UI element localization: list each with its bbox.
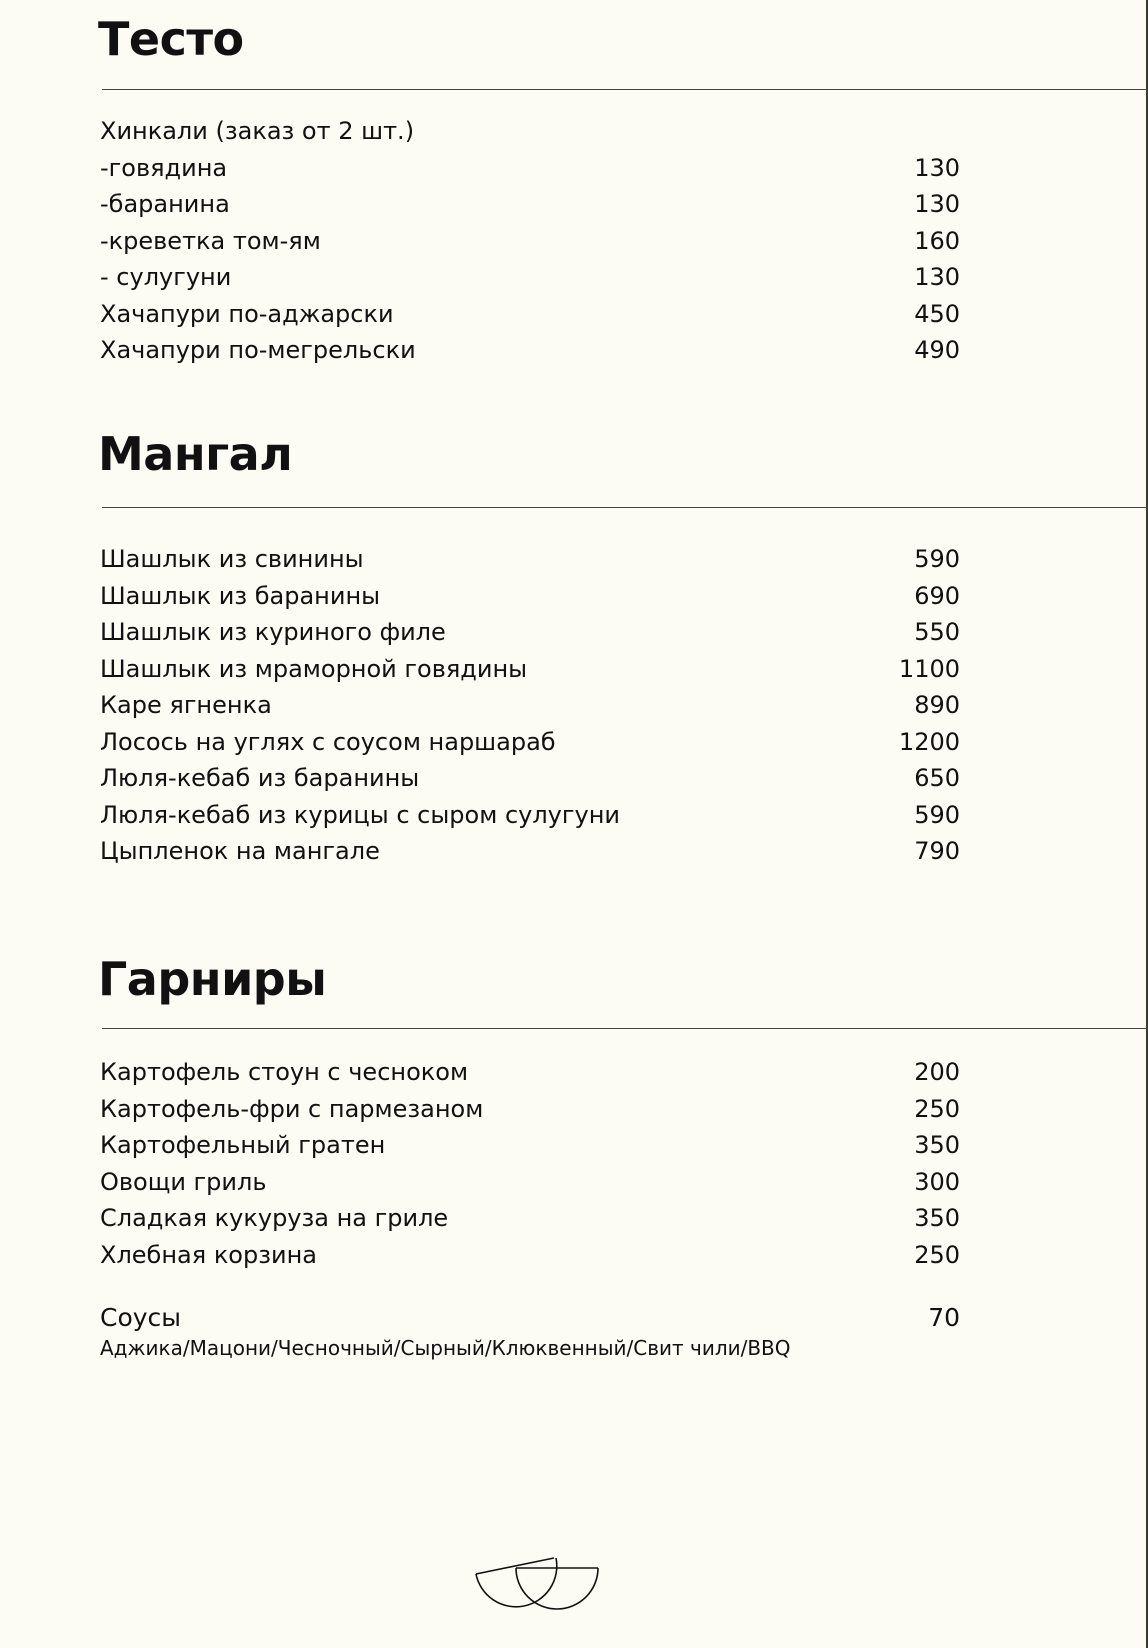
- menu-item: [100, 833, 960, 870]
- menu-item-price: 250: [914, 1240, 960, 1269]
- menu-item: [100, 1164, 960, 1201]
- menu-item-price: 790: [914, 837, 960, 865]
- menu-item-price: 300: [914, 1167, 960, 1196]
- menu-list: [100, 113, 960, 369]
- sauces-price: 70: [928, 1303, 960, 1332]
- menu-item-name: Хинкали (заказ от 2 шт.): [100, 117, 415, 145]
- menu-item-price: 550: [914, 618, 960, 646]
- sauces-row: [100, 1300, 960, 1336]
- menu-list: [100, 1054, 960, 1273]
- sauces-list: Аджика/Мацони/Чесночный/Сырный/Клюквенный/Свит чили/BBQ: [100, 1336, 791, 1360]
- menu-item-price: 490: [914, 336, 960, 364]
- menu-item: [100, 1127, 960, 1164]
- section-title: Тесто: [98, 12, 244, 66]
- menu-item-name: -говядина: [100, 153, 228, 182]
- menu-item-price: 200: [914, 1058, 960, 1086]
- section-title: Гарниры: [98, 952, 327, 1006]
- overlapping-half-circles-logo-icon: [472, 1554, 602, 1614]
- menu-item-price: 130: [914, 263, 960, 291]
- menu-item-price: 130: [914, 190, 960, 218]
- menu-item-name: Хачапури по-аджарски: [100, 299, 394, 328]
- menu-item-name: Шашлык из свинины: [100, 545, 364, 573]
- sauces-title: Соусы: [100, 1303, 182, 1332]
- menu-item-name: Цыпленок на мангале: [100, 837, 380, 865]
- menu-item-price: 650: [914, 764, 960, 792]
- menu-item-price: 590: [914, 800, 960, 829]
- menu-item-name: Картофельный гратен: [100, 1131, 386, 1159]
- menu-item: [100, 578, 960, 615]
- menu-item-name: Каре ягненка: [100, 691, 272, 719]
- menu-item-name: Шашлык из баранины: [100, 581, 381, 610]
- menu-item-name: Хлебная корзина: [100, 1240, 317, 1269]
- menu-item-name: Люля-кебаб из курицы с сыром сулугуни: [100, 800, 620, 829]
- menu-item: [100, 1054, 960, 1091]
- menu-item: [100, 259, 960, 296]
- menu-item: [100, 1091, 960, 1128]
- menu-item-name: Картофель-фри с пармезаном: [100, 1094, 484, 1123]
- menu-item: [100, 332, 960, 369]
- menu-item: [100, 1237, 960, 1274]
- menu-item-price: 250: [914, 1094, 960, 1123]
- menu-item-price: 450: [914, 299, 960, 328]
- menu-item: [100, 797, 960, 834]
- menu-item-price: 160: [914, 226, 960, 255]
- menu-list: [100, 541, 960, 870]
- menu-item: [100, 651, 960, 688]
- menu-item-name: Люля-кебаб из баранины: [100, 764, 420, 792]
- menu-item-name: -креветка том-ям: [100, 226, 321, 255]
- menu-item-price: 590: [914, 545, 960, 573]
- menu-item: [100, 760, 960, 797]
- sauces-block: [100, 1300, 960, 1360]
- menu-item: [100, 150, 960, 187]
- menu-item-price: 1200: [898, 727, 960, 756]
- menu-item-price: 1100: [898, 654, 960, 683]
- menu-item-name: Шашлык из куриного филе: [100, 618, 446, 646]
- menu-item-price: 350: [914, 1131, 960, 1159]
- menu-item-price: 690: [914, 581, 960, 610]
- menu-item-price: 890: [914, 691, 960, 719]
- menu-item-name: Лосось на углях с соусом наршараб: [100, 727, 556, 756]
- menu-item: [100, 223, 960, 260]
- menu-item: [100, 687, 960, 724]
- section-divider: [102, 89, 1148, 90]
- menu-item-price: 350: [914, 1204, 960, 1232]
- menu-item-name: Шашлык из мраморной говядины: [100, 654, 528, 683]
- menu-item-name: Овощи гриль: [100, 1167, 267, 1196]
- menu-item: [100, 186, 960, 223]
- menu-item-name: - сулугуни: [100, 263, 232, 291]
- menu-item-price: 130: [914, 153, 960, 182]
- menu-item-name: Картофель стоун с чесноком: [100, 1058, 469, 1086]
- menu-item: [100, 541, 960, 578]
- menu-item: [100, 1200, 960, 1237]
- section-title: Мангал: [98, 427, 293, 481]
- menu-item: [100, 113, 960, 150]
- menu-item: [100, 724, 960, 761]
- section-divider: [102, 507, 1148, 508]
- section-divider: [102, 1028, 1148, 1029]
- menu-item-name: Хачапури по-мегрельски: [100, 336, 416, 364]
- menu-item-name: Сладкая кукуруза на гриле: [100, 1204, 449, 1232]
- menu-item: [100, 614, 960, 651]
- menu-item-name: -баранина: [100, 190, 230, 218]
- menu-item: [100, 296, 960, 333]
